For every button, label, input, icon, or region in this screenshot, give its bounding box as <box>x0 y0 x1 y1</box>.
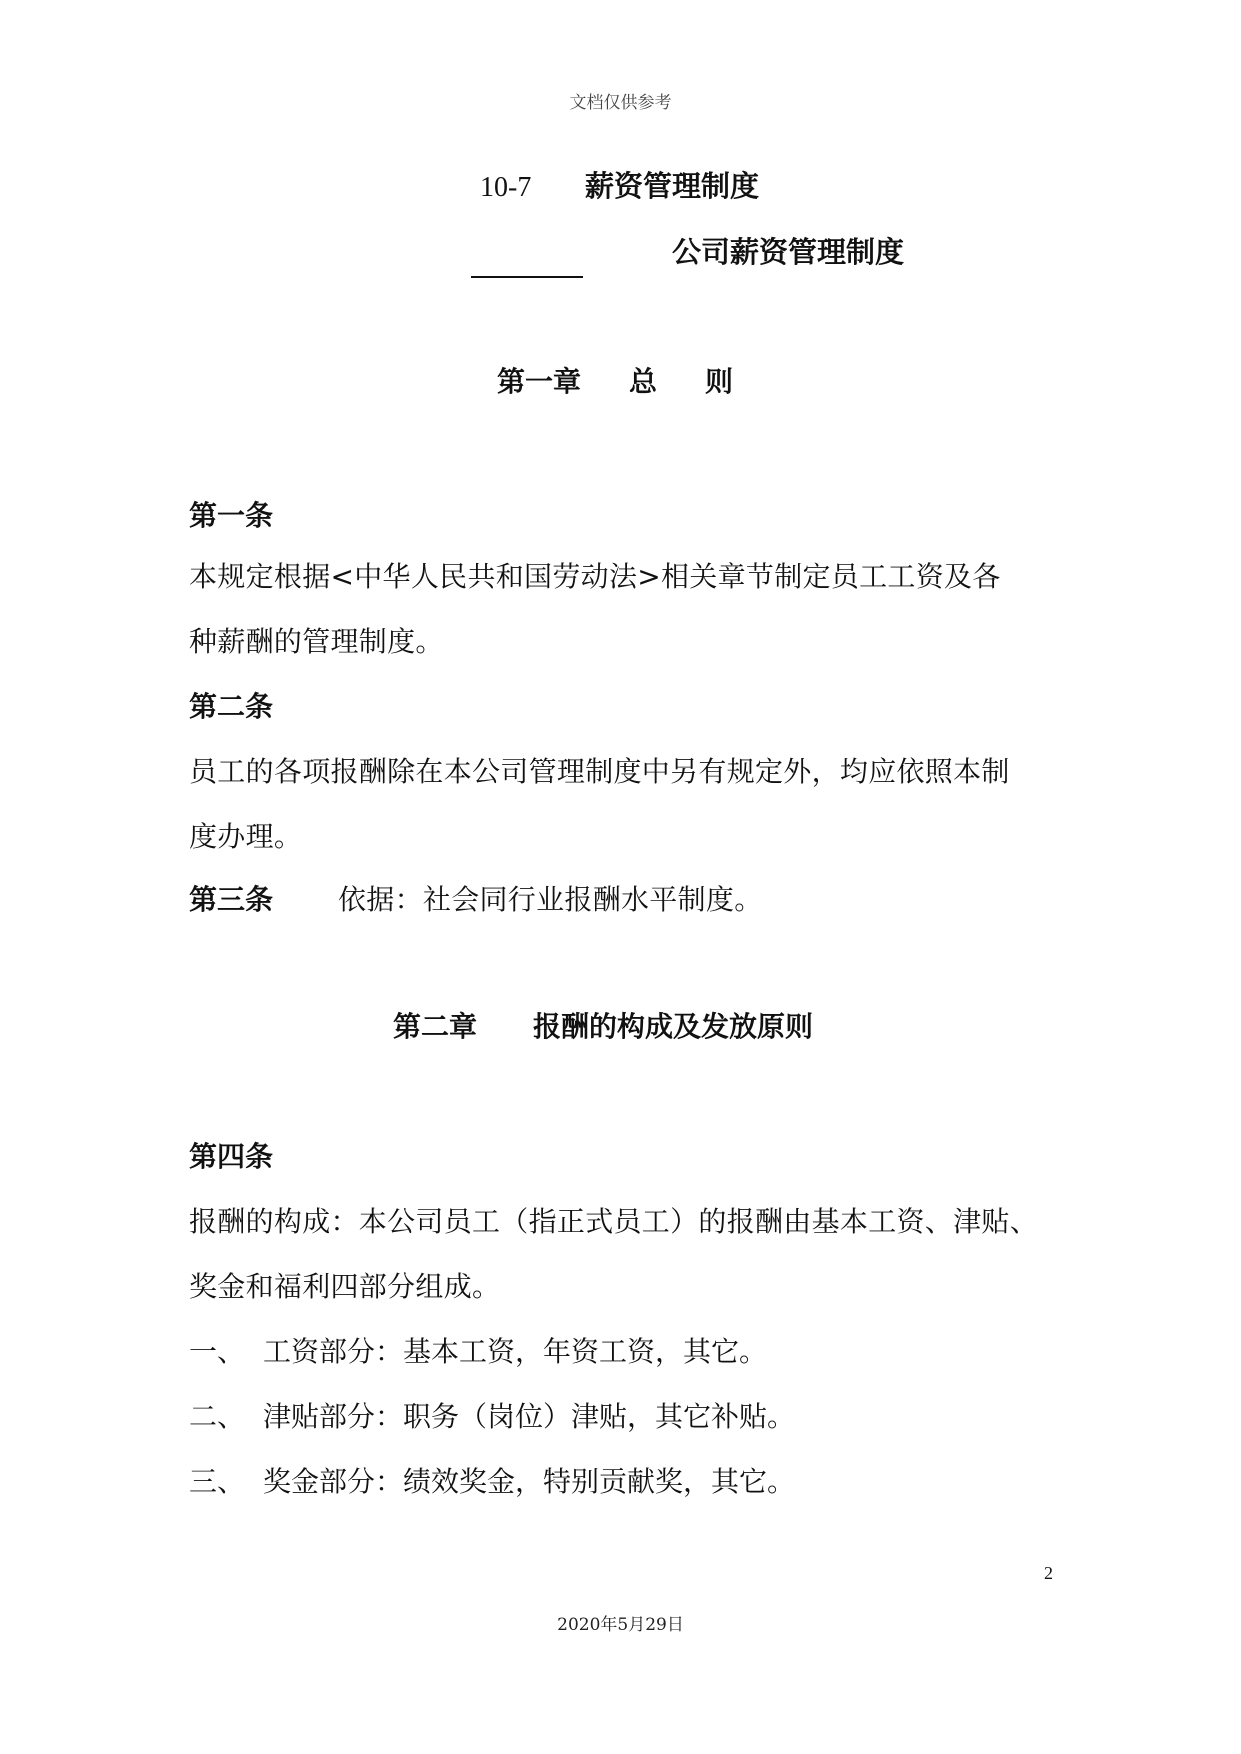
chapter-2-heading <box>393 1005 813 1045</box>
chapter-2-title: 报酬的构成及发放原则 <box>533 1010 814 1043</box>
chapter-1-title-a: 总 <box>629 365 658 398</box>
list-item-3-text: 奖金部分：绩效奖金，特别贡献奖，其它。 <box>263 1465 796 1498</box>
title-number: 10-7 <box>480 172 532 203</box>
article-2-heading: 第二条 <box>189 690 274 723</box>
article-1-heading: 第一条 <box>189 499 274 532</box>
list-item-1-number: 一、 <box>189 1335 246 1368</box>
document-subtitle: 公司薪资管理制度 <box>672 235 905 269</box>
article-1-line-1: 本规定根据<中华人民共和国劳动法>相关章节制定员工工资及各 <box>189 560 1001 593</box>
chapter-1-label: 第一章 <box>497 365 582 398</box>
chapter-1-title-b: 则 <box>705 365 734 398</box>
list-item-2-text: 津贴部分：职务（岗位）津贴，其它补贴。 <box>263 1400 796 1433</box>
article-2-line-2: 度办理。 <box>189 820 303 853</box>
page-number: 2 <box>1044 1563 1053 1583</box>
article-4-line-1: 报酬的构成：本公司员工（指正式员工）的报酬由基本工资、津贴、 <box>189 1205 1039 1238</box>
article-4-heading: 第四条 <box>189 1140 274 1173</box>
article-3-text: 依据：社会同行业报酬水平制度。 <box>338 883 763 916</box>
list-item-1-text: 工资部分：基本工资，年资工资，其它。 <box>263 1335 768 1368</box>
article-4-line-2: 奖金和福利四部分组成。 <box>189 1270 501 1303</box>
list-item-3-number: 三、 <box>189 1465 246 1498</box>
footer-date: 2020年5月29日 <box>557 1615 684 1635</box>
article-3-heading: 第三条 <box>189 883 274 916</box>
list-item-2-number: 二、 <box>189 1400 246 1433</box>
title-text: 薪资管理制度 <box>585 169 760 203</box>
chapter-1-heading <box>497 360 733 400</box>
article-2-line-1: 员工的各项报酬除在本公司管理制度中另有规定外，均应依照本制 <box>189 755 1010 788</box>
chapter-2-label: 第二章 <box>393 1010 478 1043</box>
subtitle-blank-line <box>471 276 583 278</box>
header-note: 文档仅供参考 <box>569 93 672 113</box>
document-title <box>480 164 759 205</box>
article-1-line-2: 种薪酬的管理制度。 <box>189 625 444 658</box>
